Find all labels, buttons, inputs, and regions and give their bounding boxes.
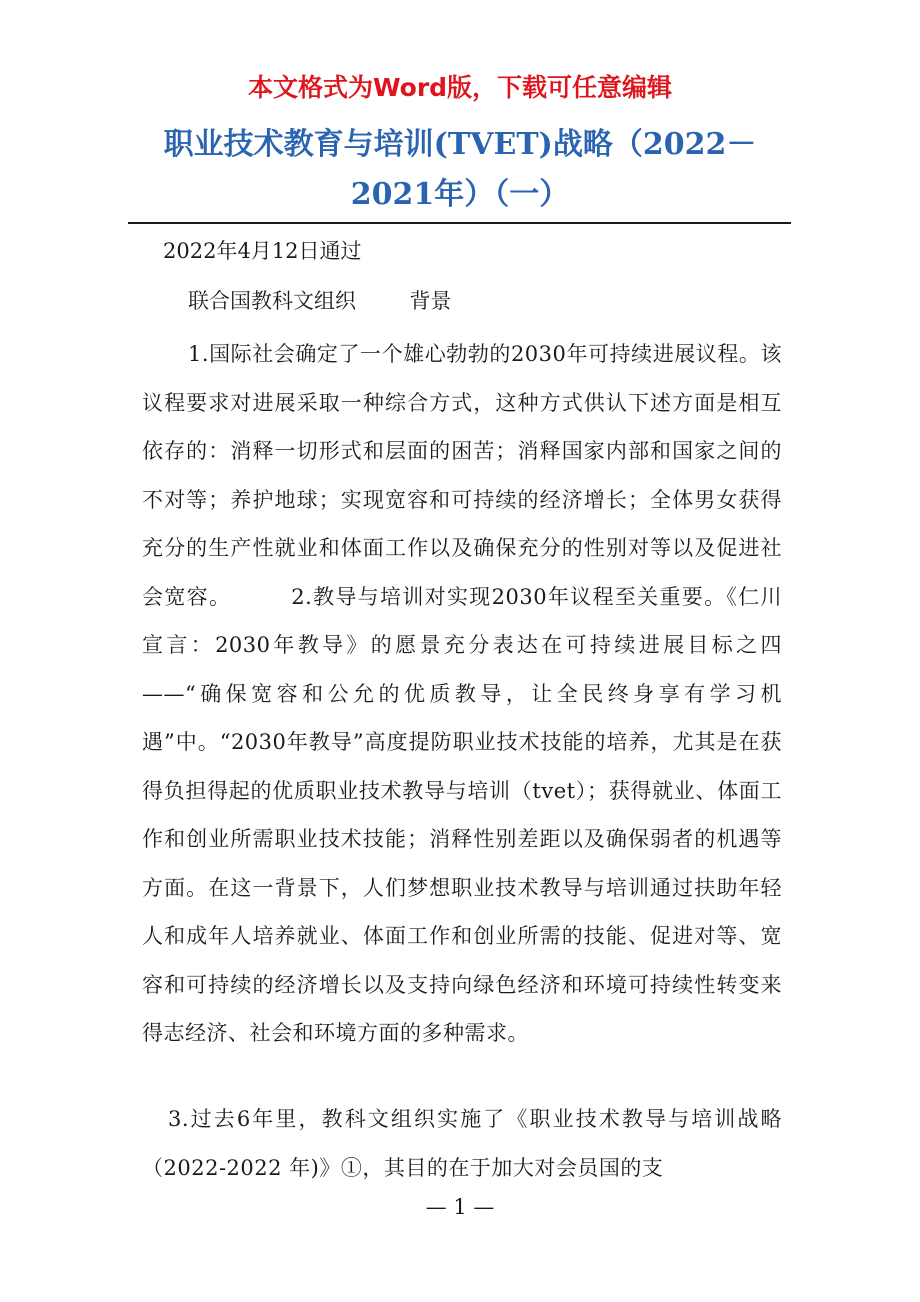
- organization-name: 联合国教科文组织: [188, 289, 356, 313]
- paragraph-2: 2.教导与培训对实现2030年议程至关重要。《仁川宣言：2030年教导》的愿景充分表达在可持续进展目标之四——“确保宽容和公允的优质教导，让全民终身享有学习机遇”中。“2030年教导”高度提防职业技术技能的培养，尤其是在获得负担得起的优质职业技术教导与培训（tvet）；获得就业、体面工作和创业所需职业技术技能；消释性别差距以及确保弱者的机遇等方面。在这一背景下，人们梦想职业技术教导与培训通过扶助年轻人和成年人培养就业、体面工作和创业所需的技能、促进对等、宽容和可持续的经济增长以及支持向绿色经济和环境可持续性转变来得志经济、社会和环境方面的多种需求。: [142, 584, 783, 1045]
- paragraph-1: 1.国际社会确定了一个雄心勃勃的2030年可持续进展议程。该议程要求对进展采取一种综合方式，这种方式供认下述方面是相互依存的：消释一切形式和层面的困苦；消释国家内部和国家之间的不对等；养护地球；实现宽容和可持续的经济增长；全体男女获得充分的生产性就业和体面工作以及确保充分的性别对等以及促进社会宽容。: [142, 342, 782, 609]
- section-heading: 背景: [409, 289, 452, 313]
- adoption-date: 2022年4月12日通过: [163, 239, 362, 263]
- paragraph-1-2: [142, 330, 782, 1058]
- download-notice: 本文格式为Word版，下载可任意编辑: [247, 73, 673, 102]
- page-number: — 1 —: [425, 1195, 495, 1219]
- title-divider: [128, 222, 791, 224]
- paragraph-3: 3.过去6年里，教科文组织实施了《职业技术教导与培训战略（2022-2022 年)》①，其目的在于加大对会员国的支: [142, 1107, 782, 1180]
- organization-line: [188, 281, 451, 321]
- document-title: 职业技术教育与培训(TVET)战略（2022－2021年）（一）: [163, 127, 757, 212]
